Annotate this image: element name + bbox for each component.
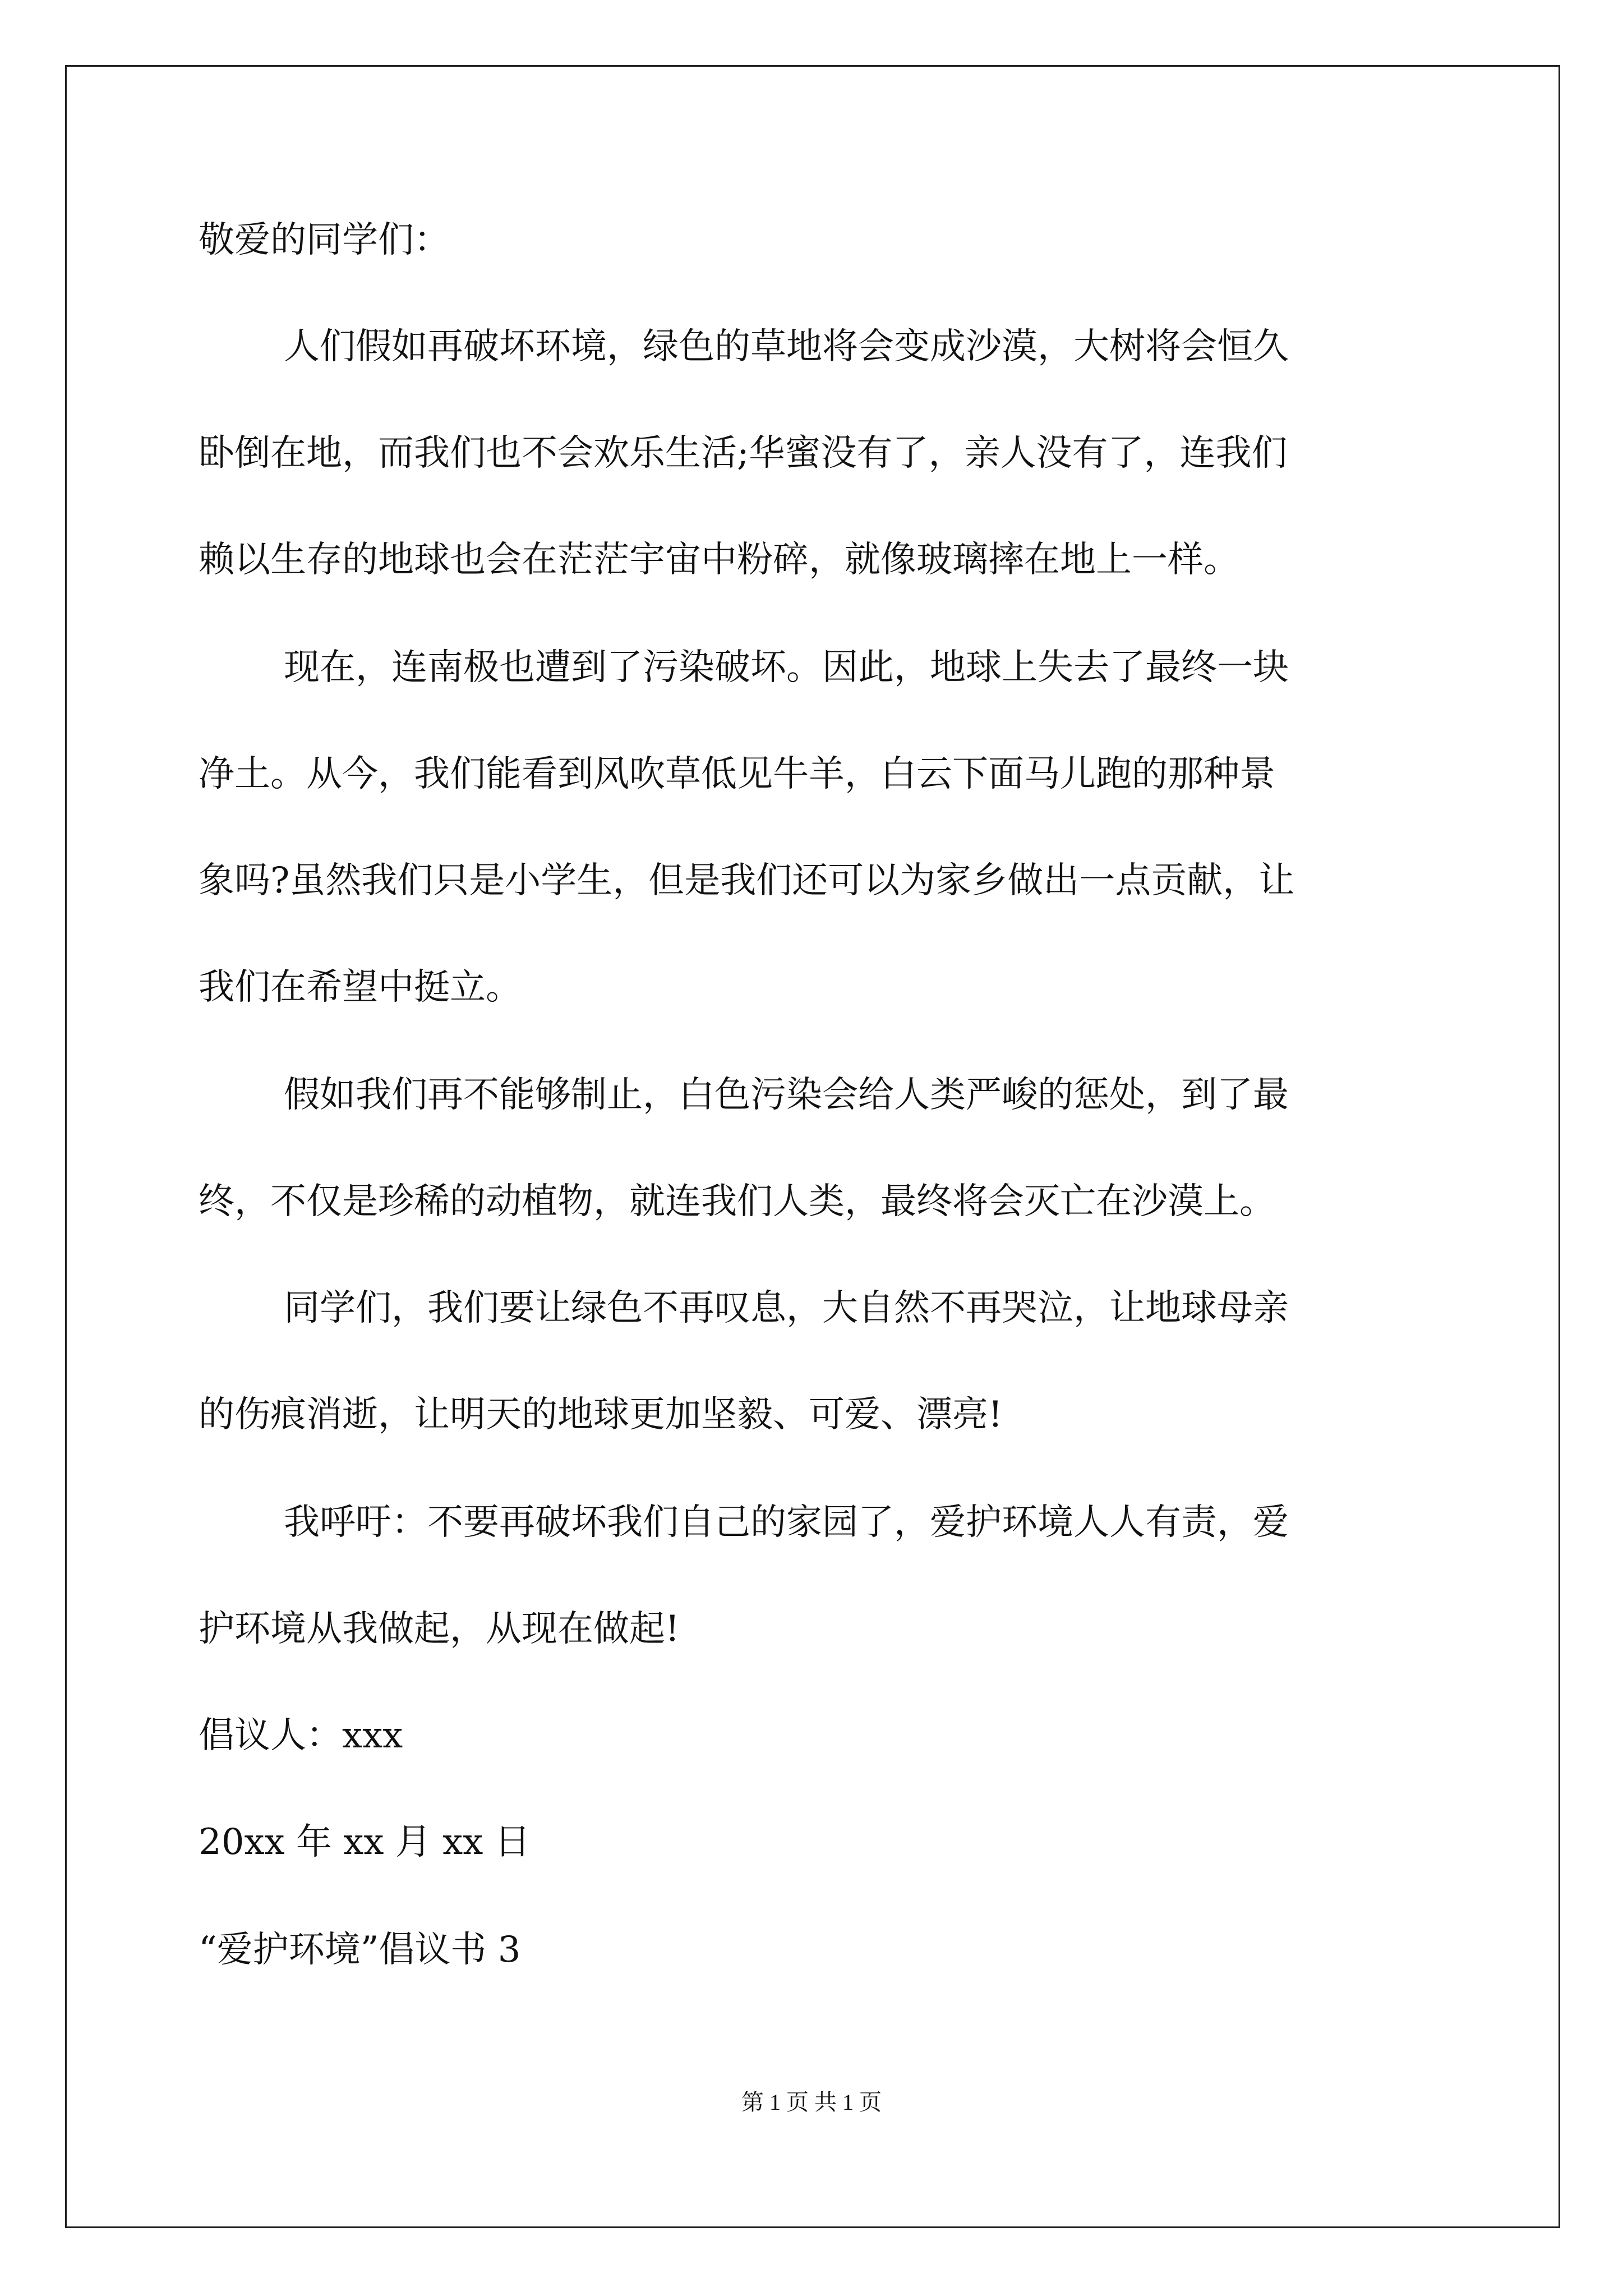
paragraph-5-line-1: 我呼吁：不要再破坏我们自己的家园了，爱护环境人人有责，爱: [284, 1502, 1289, 1543]
paragraph-2-line-4: 我们在希望中挺立。: [199, 967, 522, 1008]
next-document-title: “爱护环境”倡议书 3: [199, 1929, 521, 1971]
paragraph-1-line-1: 人们假如再破坏环境，绿色的草地将会变成沙漠，大树将会恒久: [284, 326, 1289, 367]
paragraph-2-line-1: 现在，连南极也遭到了污染破坏。因此，地球上失去了最终一块: [284, 647, 1289, 688]
date: 20xx 年 xx 月 xx 日: [199, 1821, 531, 1863]
paragraph-4-line-2: 的伤痕消逝，让明天的地球更加坚毅、可爱、漂亮!: [199, 1394, 1003, 1435]
paragraph-4-line-1: 同学们，我们要让绿色不再叹息，大自然不再哭泣，让地球母亲: [284, 1287, 1289, 1329]
paragraph-3-line-2: 终，不仅是珍稀的动植物，就连我们人类，最终将会灭亡在沙漠上。: [199, 1181, 1275, 1222]
greeting: 敬爱的同学们：: [199, 219, 450, 261]
paragraph-1-line-3: 赖以生存的地球也会在茫茫宇宙中粉碎，就像玻璃摔在地上一样。: [199, 539, 1239, 581]
paragraph-1-line-2: 卧倒在地，而我们也不会欢乐生活;华蜜没有了，亲人没有了，连我们: [199, 432, 1288, 474]
paragraph-5-line-2: 护环境从我做起，从现在做起!: [199, 1608, 680, 1650]
page-border: [65, 65, 1560, 2228]
paragraph-2-line-3: 象吗?虽然我们只是小学生，但是我们还可以为家乡做出一点贡献，让: [199, 860, 1295, 901]
signer: 倡议人：xxx: [199, 1715, 403, 1756]
page-footer: 第 1 页 共 1 页: [741, 2090, 882, 2115]
paragraph-3-line-1: 假如我们再不能够制止，白色污染会给人类严峻的惩处，到了最: [284, 1074, 1289, 1116]
paragraph-2-line-2: 净土。从今，我们能看到风吹草低见牛羊，白云下面马儿跑的那种景: [199, 753, 1275, 795]
